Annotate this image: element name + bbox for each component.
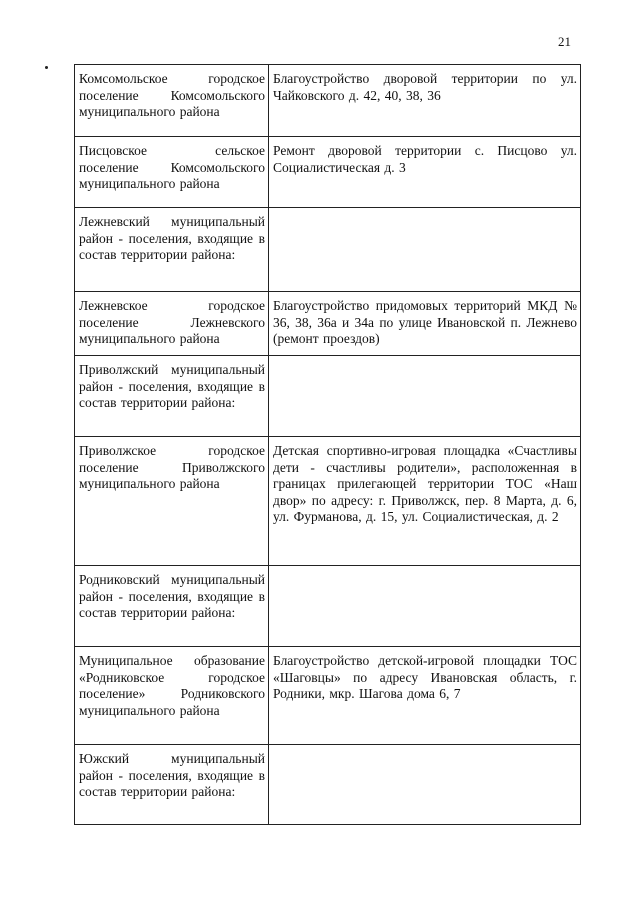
project-cell	[269, 356, 581, 437]
table-row	[75, 437, 581, 566]
project-cell: Благоустройство придомовых территорий МКД № 36, 38, 36а и 34а по улице Ивановской п. Лежнево (ремонт проездов)	[269, 292, 581, 356]
project-cell	[269, 745, 581, 825]
municipality-cell: Лежневское городское поселение Лежневского муниципального района	[75, 292, 269, 356]
municipality-cell: Комсомольское городское поселение Комсомольского муниципального района	[75, 65, 269, 137]
project-cell: Благоустройство дворовой территории по ул. Чайковского д. 42, 40, 38, 36	[269, 65, 581, 137]
municipality-cell: Лежневский муниципальный район - поселения, входящие в состав территории района:	[75, 208, 269, 292]
municipality-cell: Приволжский муниципальный район - поселения, входящие в состав территории района:	[75, 356, 269, 437]
project-cell	[269, 208, 581, 292]
municipality-cell: Родниковский муниципальный район - поселения, входящие в состав территории района:	[75, 566, 269, 647]
project-cell	[269, 566, 581, 647]
municipality-cell: Приволжское городское поселение Приволжского муниципального района	[75, 437, 269, 566]
project-cell: Детская спортивно-игровая площадка «Счастливы дети - счастливы родители», расположенная в границах прилегающей территории ТОС «Наш двор» по адресу: г. Приволжск, пер. 8 Марта, д. 6, ул. Фурманова, д. 15, ул. Социалистическая, д. 2	[269, 437, 581, 566]
scan-speck	[45, 66, 48, 69]
table-row	[75, 647, 581, 745]
project-cell: Благоустройство детской-игровой площадки ТОС «Шаговцы» по адресу Ивановская область, г. Родники, мкр. Шагова дома 6, 7	[269, 647, 581, 745]
municipality-cell: Южский муниципальный район - поселения, входящие в состав территории района:	[75, 745, 269, 825]
table-row	[75, 356, 581, 437]
municipality-cell: Муниципальное образование «Родниковское городское поселение» Родниковского муниципального района	[75, 647, 269, 745]
project-cell: Ремонт дворовой территории с. Писцово ул. Социалистическая д. 3	[269, 137, 581, 208]
territory-table	[74, 64, 581, 825]
municipality-cell: Писцовское сельское поселение Комсомольского муниципального района	[75, 137, 269, 208]
page-number: 21	[558, 34, 571, 49]
table-row	[75, 137, 581, 208]
table-row	[75, 208, 581, 292]
table-row	[75, 65, 581, 137]
table-row	[75, 745, 581, 825]
table-row	[75, 566, 581, 647]
table-row	[75, 292, 581, 356]
